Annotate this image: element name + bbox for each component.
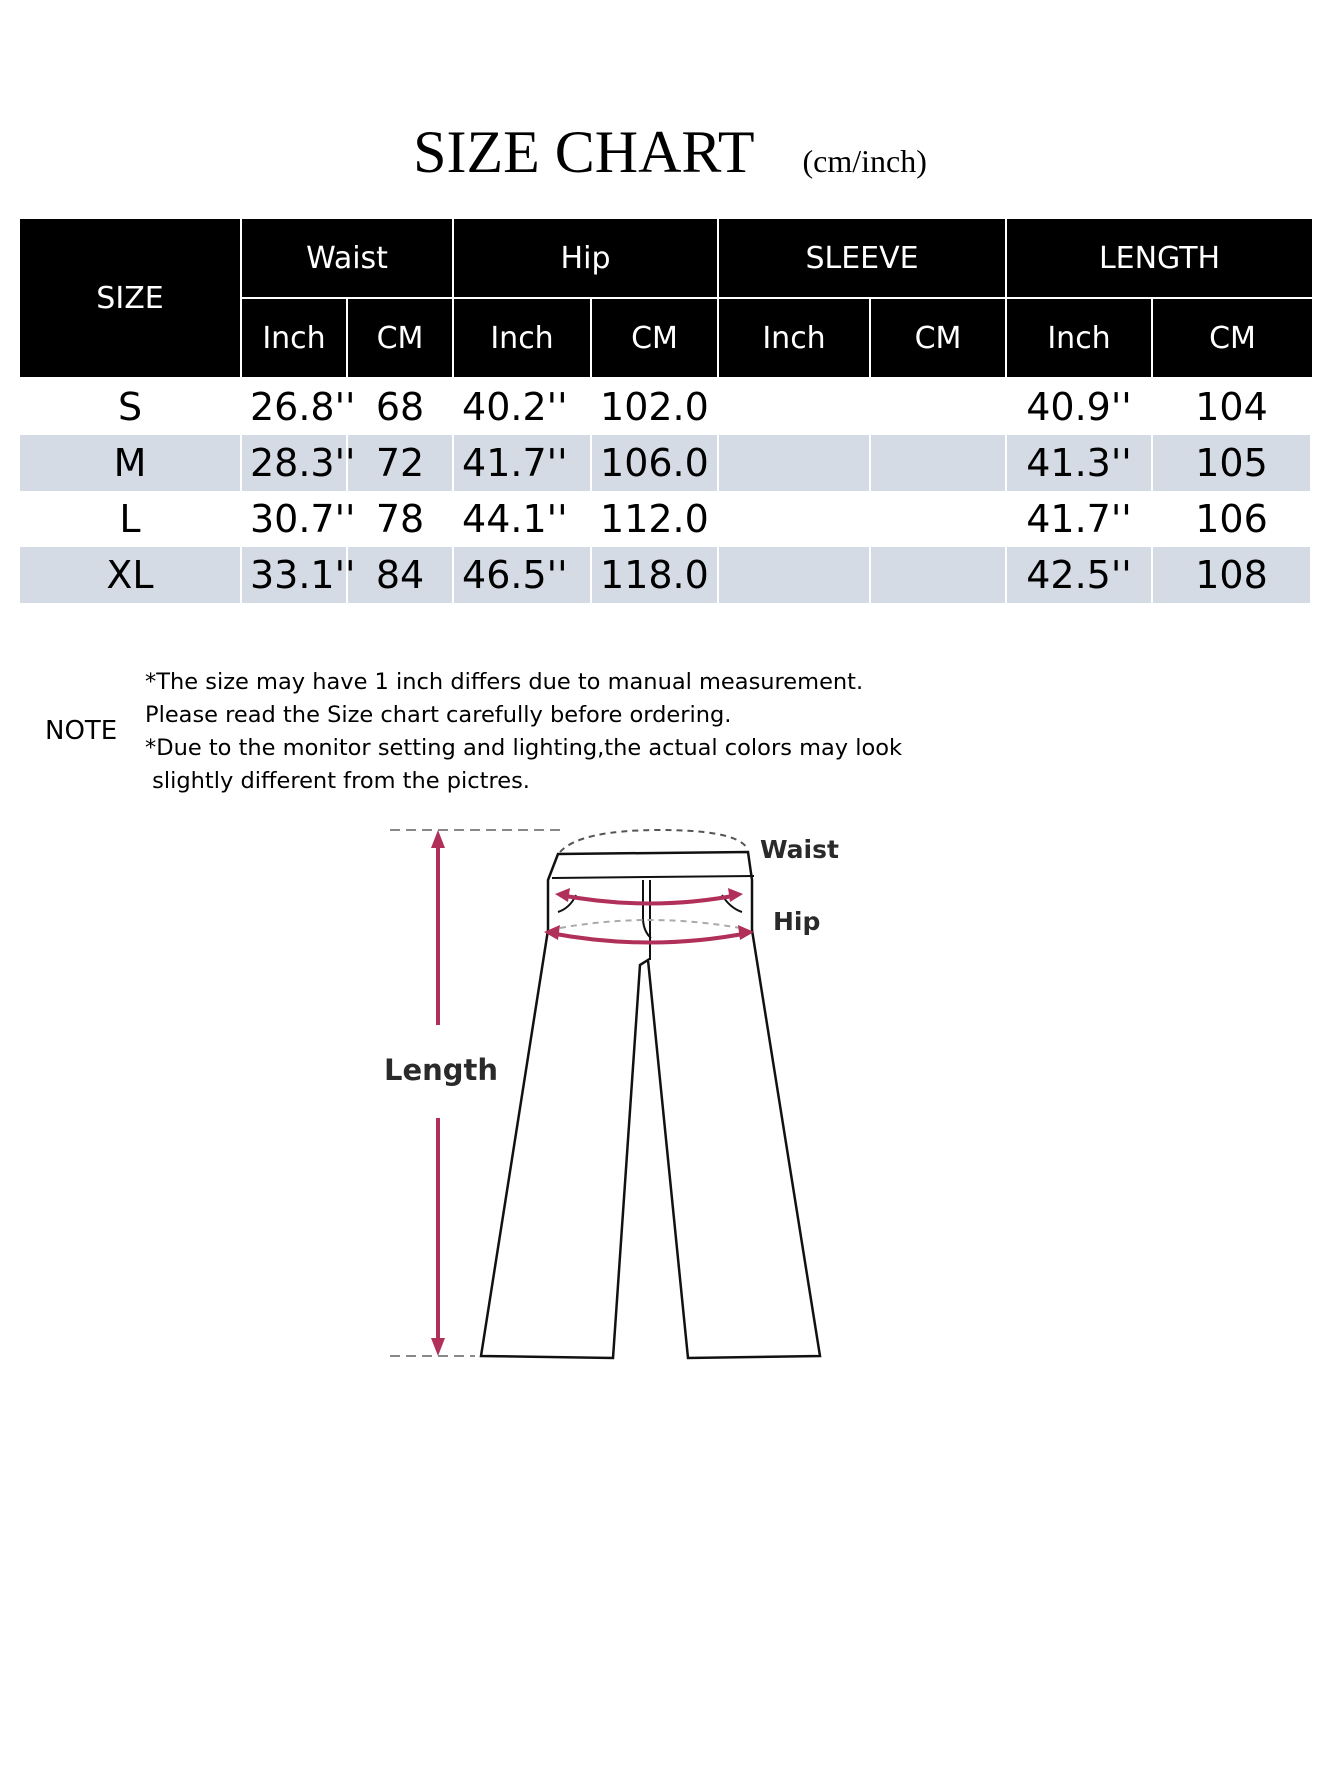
hip-header: Hip bbox=[454, 219, 719, 299]
unit-header: Inch bbox=[719, 299, 871, 379]
sleeve-cm-cell bbox=[871, 491, 1007, 547]
table-row bbox=[20, 547, 1312, 603]
note-line: *Due to the monitor setting and lighting,the actual colors may look bbox=[145, 735, 903, 761]
waist-inch-cell: 26.8'' bbox=[242, 379, 348, 435]
table-row bbox=[20, 491, 1312, 547]
size-header: SIZE bbox=[20, 219, 242, 379]
hip-label: Hip bbox=[773, 907, 821, 936]
length-label: Length bbox=[384, 1053, 499, 1087]
length-cm-cell: 106 bbox=[1153, 491, 1312, 547]
note-text bbox=[145, 666, 902, 798]
length-cm-cell: 108 bbox=[1153, 547, 1312, 603]
length-arrowhead-bottom bbox=[431, 1338, 445, 1356]
unit-header: Inch bbox=[242, 299, 348, 379]
note-line: slightly different from the pictres. bbox=[145, 768, 530, 794]
length-header: LENGTH bbox=[1007, 219, 1312, 299]
hip-cm-cell: 106.0 bbox=[592, 435, 719, 491]
waist-inch-cell: 33.1'' bbox=[242, 547, 348, 603]
hip-cm-cell: 118.0 bbox=[592, 547, 719, 603]
note-label: NOTE bbox=[45, 716, 118, 746]
unit-header: CM bbox=[348, 299, 454, 379]
pants-outline-icon bbox=[360, 800, 920, 1360]
length-arrowhead-top bbox=[431, 830, 445, 848]
sleeve-inch-cell bbox=[719, 379, 871, 435]
unit-header: Inch bbox=[454, 299, 592, 379]
hip-inch-cell: 41.7'' bbox=[454, 435, 592, 491]
size-cell: L bbox=[20, 491, 242, 547]
hip-cm-cell: 112.0 bbox=[592, 491, 719, 547]
waistband-line bbox=[552, 876, 754, 878]
table-row bbox=[20, 435, 1312, 491]
size-cell: M bbox=[20, 435, 242, 491]
unit-header: CM bbox=[871, 299, 1007, 379]
title-unit: (cm/inch) bbox=[802, 143, 927, 179]
hip-inch-cell: 44.1'' bbox=[454, 491, 592, 547]
waist-inch-cell: 30.7'' bbox=[242, 491, 348, 547]
note-line: *The size may have 1 inch differs due to manual measurement. bbox=[145, 669, 864, 695]
sleeve-inch-cell bbox=[719, 435, 871, 491]
waist-cm-cell: 72 bbox=[348, 435, 454, 491]
hip-cm-cell: 102.0 bbox=[592, 379, 719, 435]
waist-cm-cell: 78 bbox=[348, 491, 454, 547]
length-inch-cell: 41.3'' bbox=[1007, 435, 1153, 491]
sleeve-inch-cell bbox=[719, 491, 871, 547]
length-cm-cell: 104 bbox=[1153, 379, 1312, 435]
waist-label: Waist bbox=[760, 835, 839, 864]
waist-top-dashes bbox=[560, 830, 748, 852]
sleeve-cm-cell bbox=[871, 435, 1007, 491]
waist-cm-cell: 68 bbox=[348, 379, 454, 435]
length-cm-cell: 105 bbox=[1153, 435, 1312, 491]
size-chart-title bbox=[0, 118, 1340, 187]
waist-arrowhead-right bbox=[728, 888, 743, 902]
unit-header: CM bbox=[1153, 299, 1312, 379]
sleeve-cm-cell bbox=[871, 379, 1007, 435]
hip-inch-cell: 46.5'' bbox=[454, 547, 592, 603]
waist-inch-cell: 28.3'' bbox=[242, 435, 348, 491]
length-inch-cell: 42.5'' bbox=[1007, 547, 1153, 603]
waist-arrowhead-left bbox=[555, 888, 570, 902]
size-cell: S bbox=[20, 379, 242, 435]
unit-header: CM bbox=[592, 299, 719, 379]
sleeve-inch-cell bbox=[719, 547, 871, 603]
length-inch-cell: 40.9'' bbox=[1007, 379, 1153, 435]
table-row bbox=[20, 379, 1312, 435]
note-line: Please read the Size chart carefully before ordering. bbox=[145, 702, 732, 728]
sleeve-cm-cell bbox=[871, 547, 1007, 603]
header-row-groups bbox=[20, 219, 1312, 299]
unit-header: Inch bbox=[1007, 299, 1153, 379]
title-main: SIZE CHART bbox=[413, 119, 755, 185]
length-inch-cell: 41.7'' bbox=[1007, 491, 1153, 547]
hip-inch-cell: 40.2'' bbox=[454, 379, 592, 435]
size-table bbox=[20, 219, 1312, 603]
sleeve-header: SLEEVE bbox=[719, 219, 1007, 299]
size-cell: XL bbox=[20, 547, 242, 603]
waist-cm-cell: 84 bbox=[348, 547, 454, 603]
waist-header: Waist bbox=[242, 219, 454, 299]
